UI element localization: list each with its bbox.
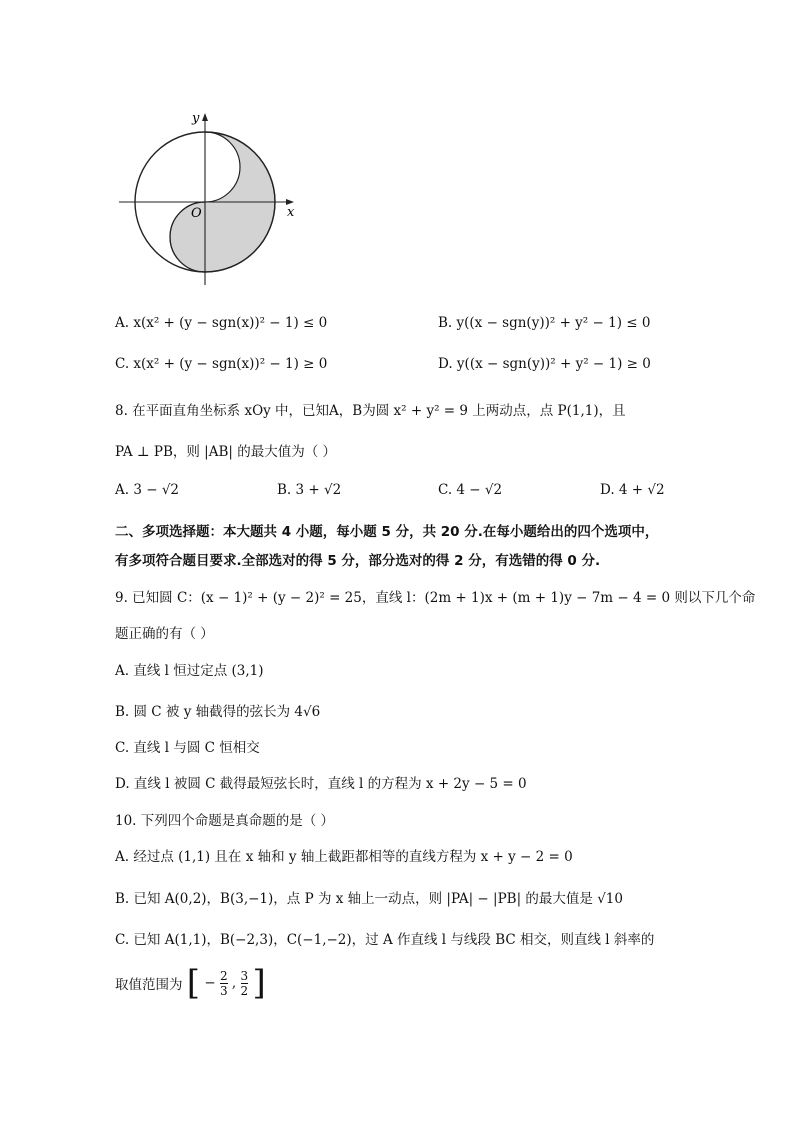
q8-option-c: C. 4 − √2 <box>438 482 503 498</box>
q7-option-b: B. y((x − sgn(y))² + y² − 1) ≤ 0 <box>438 315 651 331</box>
q7-option-d: D. y((x − sgn(y))² + y² − 1) ≥ 0 <box>438 356 651 372</box>
q8-option-a: A. 3 − √2 <box>115 482 180 498</box>
q10-stem: 10. 下列四个命题是真命题的是（ ） <box>115 813 335 829</box>
q10-option-c-line1: C. 已知 A(1,1)，B(−2,3)，C(−1,−2)，过 A 作直线 l 与线段 BC 相交，则直线 l 斜率的 <box>115 932 655 948</box>
q8-stem-line1: 8. 在平面直角坐标系 xOy 中，已知A，B为圆 x² + y² = 9 上两动点，点 P(1,1)，且 <box>115 403 626 419</box>
yin-yang-figure <box>0 0 794 300</box>
q9-stem-line2: 题正确的有（ ） <box>115 626 214 642</box>
q8-stem-line2: PA ⊥ PB，则 |AB| 的最大值为（ ） <box>115 444 337 460</box>
section2-header-line2: 有多项符合题目要求.全部选对的得 5 分，部分选对的得 2 分，有选错的得 0 分. <box>115 553 601 569</box>
minus-sign: − <box>204 975 216 991</box>
x-axis-label: x <box>287 205 295 220</box>
q10-option-b: B. 已知 A(0,2)，B(3,−1)，点 P 为 x 轴上一动点，则 |PA| − |PB| 的最大值是 √10 <box>115 891 623 907</box>
q9-stem-line1: 9. 已知圆 C：(x − 1)² + (y − 2)² = 25，直线 l：(2m + 1)x + (m + 1)y − 7m − 4 = 0 则以下几个命 <box>115 590 756 606</box>
q9-option-d: D. 直线 l 被圆 C 截得最短弦长时，直线 l 的方程为 x + 2y − 5 = 0 <box>115 776 527 792</box>
q10-option-c-line2 <box>115 963 266 1003</box>
range-comma: , <box>231 975 237 991</box>
q9-option-b: B. 圆 C 被 y 轴截得的弦长为 4√6 <box>115 704 321 720</box>
fraction-upper-denominator: 2 <box>240 983 249 998</box>
q8-option-b: B. 3 + √2 <box>277 482 342 498</box>
right-bracket: ] <box>252 963 266 1003</box>
q8-option-d: D. 4 + √2 <box>600 482 665 498</box>
fraction-upper <box>241 969 249 998</box>
fraction-lower-numerator: 2 <box>219 968 228 983</box>
q9-option-c: C. 直线 l 与圆 C 恒相交 <box>115 740 260 756</box>
y-axis-label: y <box>192 111 200 126</box>
fraction-upper-numerator: 3 <box>240 968 249 983</box>
q9-option-a: A. 直线 l 恒过定点 (3,1) <box>115 663 264 679</box>
fraction-lower <box>220 969 228 998</box>
fraction-lower-denominator: 3 <box>219 983 228 998</box>
origin-label: O <box>191 206 202 221</box>
q7-option-c: C. x(x² + (y − sgn(x))² − 1) ≥ 0 <box>115 356 328 372</box>
q7-option-a: A. x(x² + (y − sgn(x))² − 1) ≤ 0 <box>115 315 328 331</box>
y-axis-arrow <box>202 113 208 121</box>
q10-option-a: A. 经过点 (1,1) 且在 x 轴和 y 轴上截距都相等的直线方程为 x + y − 2 = 0 <box>115 849 573 865</box>
section2-header-line1: 二、多项选择题：本大题共 4 小题，每小题 5 分，共 20 分.在每小题给出的四个选项中， <box>115 524 659 540</box>
left-bracket: [ <box>186 963 201 1003</box>
range-prefix: 取值范围为 <box>115 977 183 993</box>
